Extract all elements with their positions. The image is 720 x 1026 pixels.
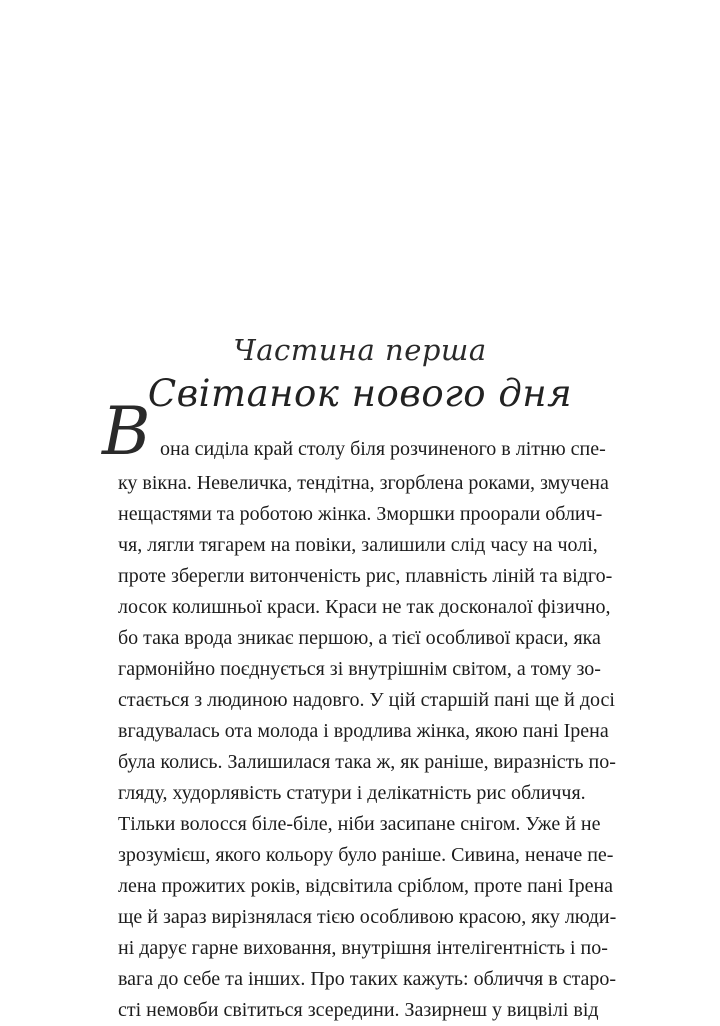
paragraph-line: лосок колишньої краси. Краси не так досконалої фізично, (118, 596, 611, 618)
drop-cap: В (102, 393, 151, 470)
paragraph-line: нещастями та роботою жінка. Зморшки проорали облич- (118, 503, 603, 525)
paragraph-line: гляду, худорлявість статури і делікатність рис обличчя. (118, 782, 586, 804)
paragraph-line: була колись. Залишилася така ж, як раніше, виразність по- (118, 751, 616, 773)
paragraph-line: ні дарує гарне виховання, внутрішня інтелігентність і по- (118, 937, 608, 959)
paragraph-line: сті немовби світиться зсередини. Зазирнеш у вицвілі від (118, 999, 599, 1021)
paragraph-line: гармонійно поєднується зі внутрішнім світом, а тому зо- (118, 658, 601, 680)
paragraph-line: ку вікна. Невеличка, тендітна, згорблена роками, змучена (118, 472, 609, 494)
paragraph-line: стається з людиною надовго. У цій старшій пані ще й досі (118, 689, 615, 711)
paragraph-line: вага до себе та інших. Про таких кажуть: обличчя в старо- (118, 968, 617, 990)
paragraph-line: ще й зараз вирізнялася тією особливою красою, яку люди- (118, 906, 617, 928)
paragraph-line: проте зберегли витонченість рис, плавність ліній та відго- (118, 565, 613, 587)
paragraph-line: она сиділа край столу біля розчиненого в літню спе- (160, 438, 606, 460)
paragraph-line: бо така врода зникає першою, а тієї особливої краси, яка (118, 627, 601, 649)
paragraph-line: Тільки волосся біле-біле, ніби засипане снігом. Уже й не (118, 813, 601, 835)
paragraph-line: вгадувалась ота молода і вродлива жінка, якою пані Ірена (118, 720, 609, 742)
paragraph-line: лена прожитих років, відсвітила сріблом, проте пані Ірена (118, 875, 614, 897)
paragraph-line: чя, лягли тягарем на повіки, залишили слід часу на чолі, (118, 534, 598, 556)
part-title: Частина перша (233, 333, 487, 367)
paragraph-line: зрозумієш, якого кольору було раніше. Сивина, неначе пе- (118, 844, 614, 866)
chapter-title: Світанок нового дня (147, 372, 573, 415)
